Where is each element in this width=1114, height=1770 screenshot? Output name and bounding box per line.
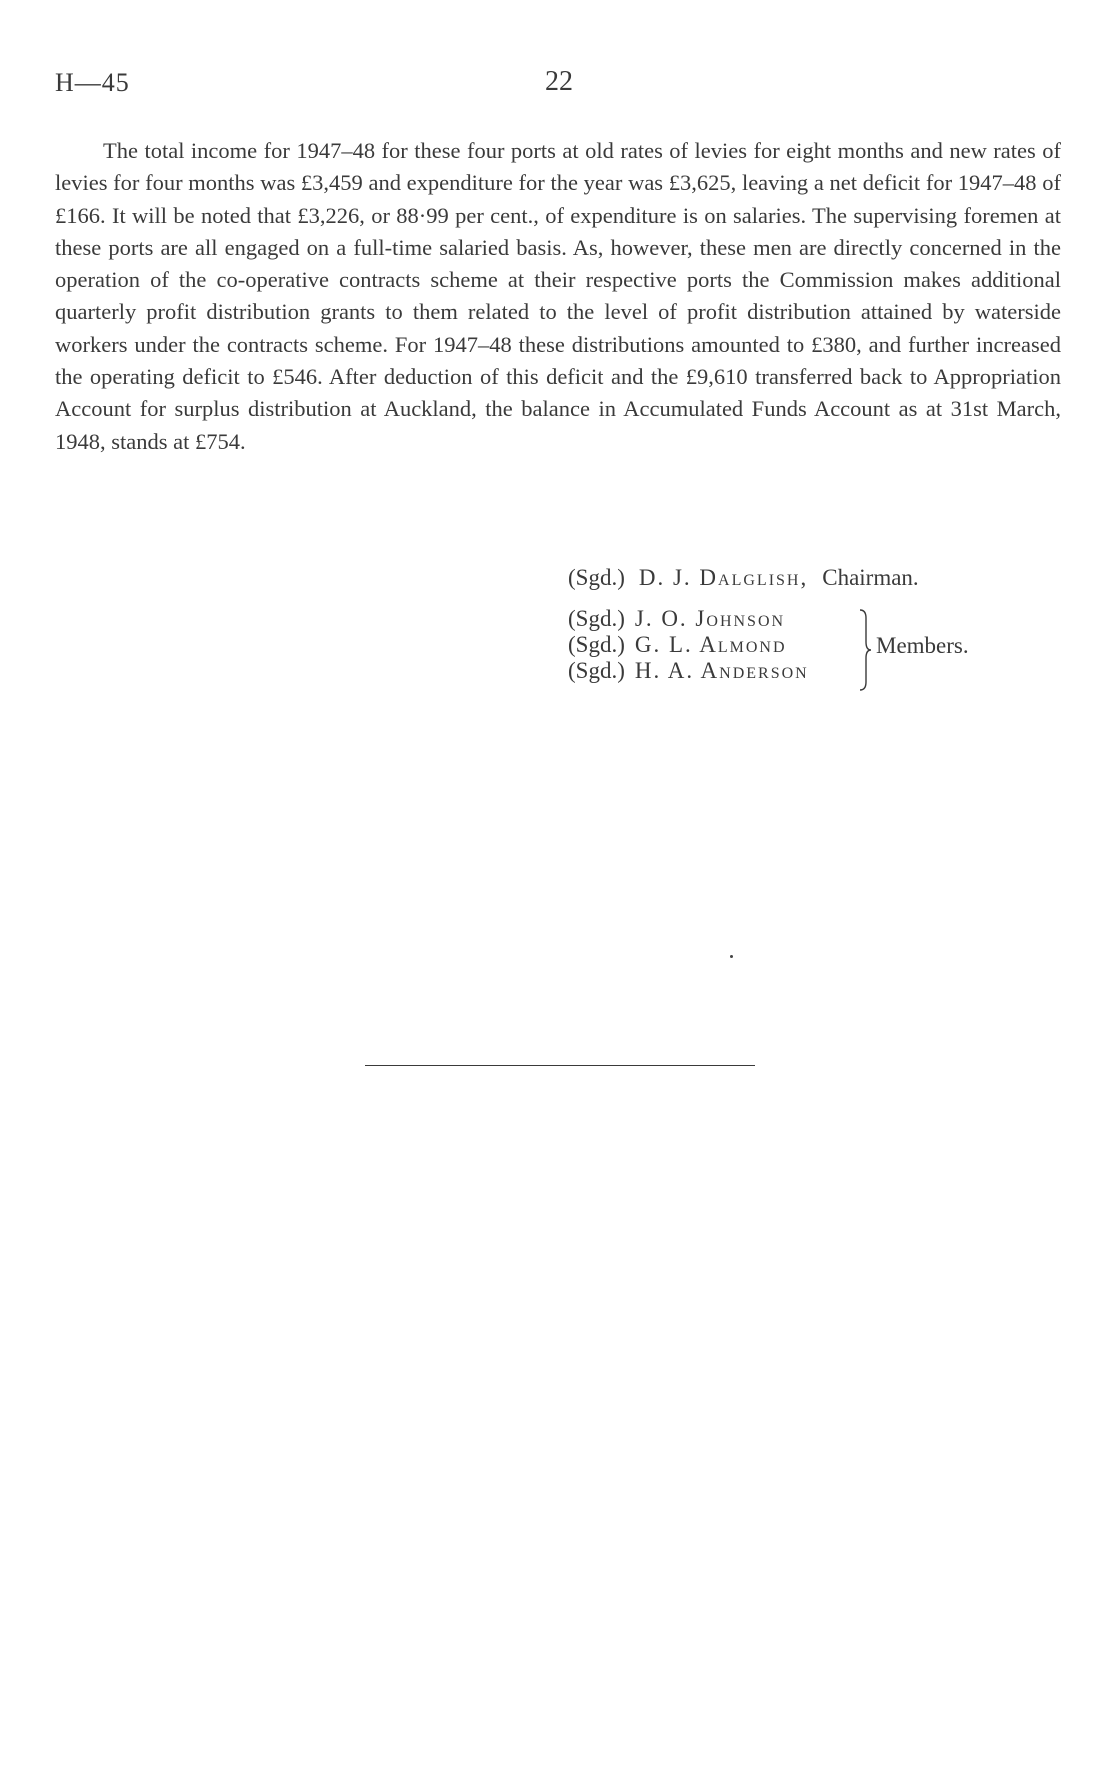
chairman-name: D. J. Dalglish,: [638, 565, 809, 590]
body-paragraph: The total income for 1947–48 for these four ports at old rates of levies for eight months and new rates of levies for four months was £3,459 and expenditure for the year was £3,625, leaving a net deficit for 1947–48 of £166. It will be noted that £3,226, or 88·99 per cent., of expenditure is on salaries. The supervising foremen at these ports are all engaged on a full-time salaried basis. As, however, these men are directly concerned in the operation of the co-operative contracts scheme at their respective ports the Commission makes additional quarterly profit distribution grants to them related to the level of profit distribution attained by waterside workers under the contracts scheme. For 1947–48 these distributions amounted to £380, and further increased the operating deficit to £546. After deduction of this deficit and the £9,610 transferred back to Appropriation Account for surplus distribution at Auckland, the balance in Accumulated Funds Account as at 31st March, 1948, stands at £754.: [55, 138, 1061, 454]
member-signature: [568, 632, 809, 658]
members-role: Members.: [876, 633, 969, 658]
member-name: G. L. Almond: [634, 632, 787, 657]
member-signature: [568, 606, 809, 632]
chairman-signed-prefix: (Sgd.): [568, 565, 625, 590]
member-signed-prefix: (Sgd.): [568, 632, 625, 657]
member-name: J. O. Johnson: [634, 606, 786, 631]
members-signatures: [568, 606, 809, 684]
page-number: 22: [545, 66, 573, 97]
document-reference: H—45: [55, 68, 130, 97]
stray-mark: [730, 955, 733, 958]
chairman-role: Chairman.: [822, 565, 919, 590]
members-brace-icon: [858, 608, 872, 692]
member-name: H. A. Anderson: [634, 658, 809, 683]
chairman-signature: [568, 565, 919, 591]
member-signature: [568, 658, 809, 684]
member-signed-prefix: (Sgd.): [568, 658, 625, 683]
member-signed-prefix: (Sgd.): [568, 606, 625, 631]
end-rule: [365, 1065, 755, 1066]
